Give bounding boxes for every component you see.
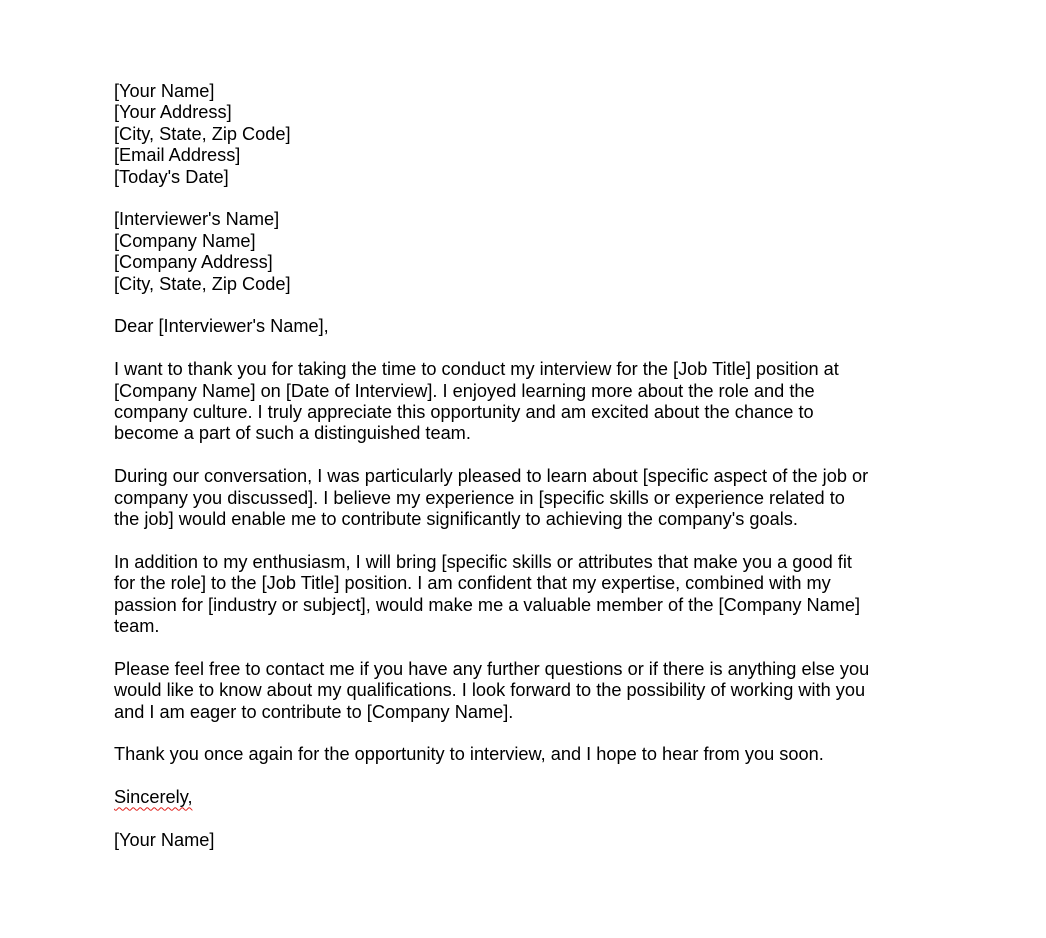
paragraph-line: Please feel free to contact me if you have any further questions or if there is anything else you (114, 658, 870, 679)
signature-name: [Your Name] (114, 830, 215, 851)
recipient-interviewer: [Interviewer's Name] (114, 209, 280, 230)
sender-city-state-zip: [City, State, Zip Code] (114, 123, 291, 144)
recipient-city-state-zip: [City, State, Zip Code] (114, 273, 291, 294)
signature-block (114, 830, 904, 851)
recipient-company-address: [Company Address] (114, 252, 273, 273)
salutation (114, 316, 904, 337)
paragraph-line: company culture. I truly appreciate this opportunity and am excited about the chance to (114, 402, 814, 423)
paragraph-line: In addition to my enthusiasm, I will bring [specific skills or attributes that make you a good fit (114, 551, 852, 572)
paragraph-skills (114, 552, 904, 638)
paragraph-line: passion for [industry or subject], would make me a valuable member of the [Company Name] (114, 594, 861, 615)
paragraph-thanks (114, 359, 904, 445)
paragraph-closing-thanks (114, 744, 904, 765)
paragraph-contact (114, 659, 904, 723)
paragraph-line: and I am eager to contribute to [Company Name]. (114, 701, 514, 722)
sender-block (114, 81, 904, 188)
sender-address: [Your Address] (114, 102, 232, 123)
letter-body[interactable] (114, 81, 904, 873)
sender-name: [Your Name] (114, 81, 215, 101)
sender-email: [Email Address] (114, 145, 241, 166)
closing-block (114, 787, 904, 808)
paragraph-line: company you discussed]. I believe my experience in [specific skills or experience related to (114, 487, 845, 508)
paragraph-line: would like to know about my qualifications. I look forward to the possibility of working with you (114, 680, 866, 701)
paragraph-line: [Company Name] on [Date of Interview]. I enjoyed learning more about the role and the (114, 380, 815, 401)
paragraph-line: team. (114, 616, 160, 637)
paragraph-line: become a part of such a distinguished team. (114, 423, 471, 444)
recipient-company: [Company Name] (114, 230, 256, 251)
closing-text-misspelled[interactable]: Sincerely, (114, 787, 193, 808)
paragraph-line: Thank you once again for the opportunity to interview, and I hope to hear from you soon. (114, 744, 824, 765)
paragraph-line: the job] would enable me to contribute significantly to achieving the company's goals. (114, 509, 798, 530)
paragraph-line: I want to thank you for taking the time to conduct my interview for the [Job Title] position at (114, 359, 839, 380)
letter-date: [Today's Date] (114, 166, 229, 187)
paragraph-line: During our conversation, I was particularly pleased to learn about [specific aspect of the job or (114, 466, 869, 487)
closing-line (114, 787, 904, 808)
recipient-block (114, 209, 904, 295)
salutation-text: Dear [Interviewer's Name], (114, 316, 329, 337)
paragraph-conversation (114, 466, 904, 530)
paragraph-line: for the role] to the [Job Title] position. I am confident that my expertise, combined with my (114, 573, 831, 594)
